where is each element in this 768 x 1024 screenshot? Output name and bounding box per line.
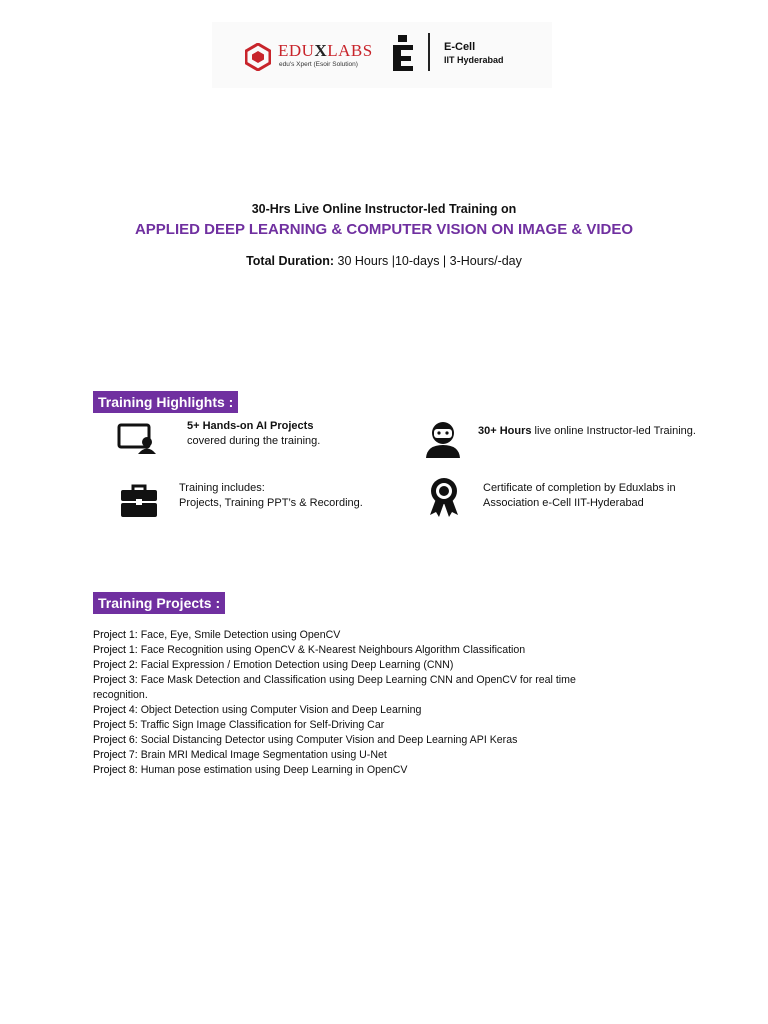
list-item: Project 6: Social Distancing Detector using Computer Vision and Deep Learning API Keras: [93, 734, 518, 746]
eduxlabs-tagline: edu's Xpert (Esoir Solution): [279, 61, 358, 68]
highlight-certificate: [483, 481, 676, 511]
training-projects-heading: Training Projects :: [93, 592, 225, 614]
highlight-projects-desc: covered during the training.: [187, 435, 321, 447]
duration-label: Total Duration:: [246, 254, 335, 268]
list-item: Project 4: Object Detection using Computer Vision and Deep Learning: [93, 704, 422, 716]
highlight-includes-desc: Projects, Training PPT’s & Recording.: [179, 497, 363, 509]
highlight-certificate-desc: by Eduxlabs in: [601, 482, 676, 494]
duration-value: 30 Hours |10-days | 3-Hours/-day: [337, 254, 522, 268]
total-duration: [0, 254, 768, 268]
training-title: APPLIED DEEP LEARNING & COMPUTER VISION ON IMAGE & VIDEO: [134, 221, 634, 238]
training-highlights-heading: Training Highlights :: [93, 391, 238, 413]
training-subtitle: 30-Hrs Live Online Instructor-led Training on: [251, 202, 517, 216]
eduxlabs-logo-icon: [245, 43, 271, 71]
highlight-certificate-title: Certificate of completion: [483, 482, 601, 494]
highlight-hours-desc: live online Instructor-led Training.: [531, 425, 696, 437]
projects-list: [93, 628, 633, 778]
highlight-projects: [187, 419, 320, 449]
list-item: Project 5: Traffic Sign Image Classification for Self-Driving Car: [93, 719, 385, 731]
ecell-institute: IIT Hyderabad: [444, 55, 504, 65]
list-item: Project 1: Face, Eye, Smile Detection using OpenCV: [93, 629, 341, 641]
award-ribbon-icon: [424, 477, 464, 517]
highlight-certificate-assoc: Association e-Cell IIT-Hyderabad: [483, 497, 644, 509]
instructor-icon: [423, 419, 463, 459]
highlight-projects-title: 5+ Hands-on AI Projects: [187, 420, 314, 432]
list-item: Project 7: Brain MRI Medical Image Segmentation using U-Net: [93, 749, 387, 761]
highlight-hours: [478, 424, 696, 439]
laptop-user-icon: [116, 420, 156, 460]
list-item: Project 3: Face Mask Detection and Classification using Deep Learning CNN and OpenCV for real time recognition.: [93, 674, 576, 701]
briefcase-icon: [119, 481, 159, 521]
list-item: Project 1: Face Recognition using OpenCV & K-Nearest Neighbours Algorithm Classification: [93, 644, 526, 656]
highlight-includes: [179, 481, 363, 511]
eduxlabs-wordmark: EDUXLABS: [278, 41, 373, 60]
list-item: Project 2: Facial Expression / Emotion Detection using Deep Learning (CNN): [93, 659, 454, 671]
ecell-name: E-Cell: [444, 41, 476, 53]
logo-divider: [428, 33, 430, 71]
list-item: Project 8: Human pose estimation using Deep Learning in OpenCV: [93, 764, 408, 776]
ecell-logo-icon: [390, 34, 416, 72]
highlight-hours-title: 30+ Hours: [478, 425, 532, 437]
highlight-includes-title: Training includes:: [179, 482, 265, 494]
